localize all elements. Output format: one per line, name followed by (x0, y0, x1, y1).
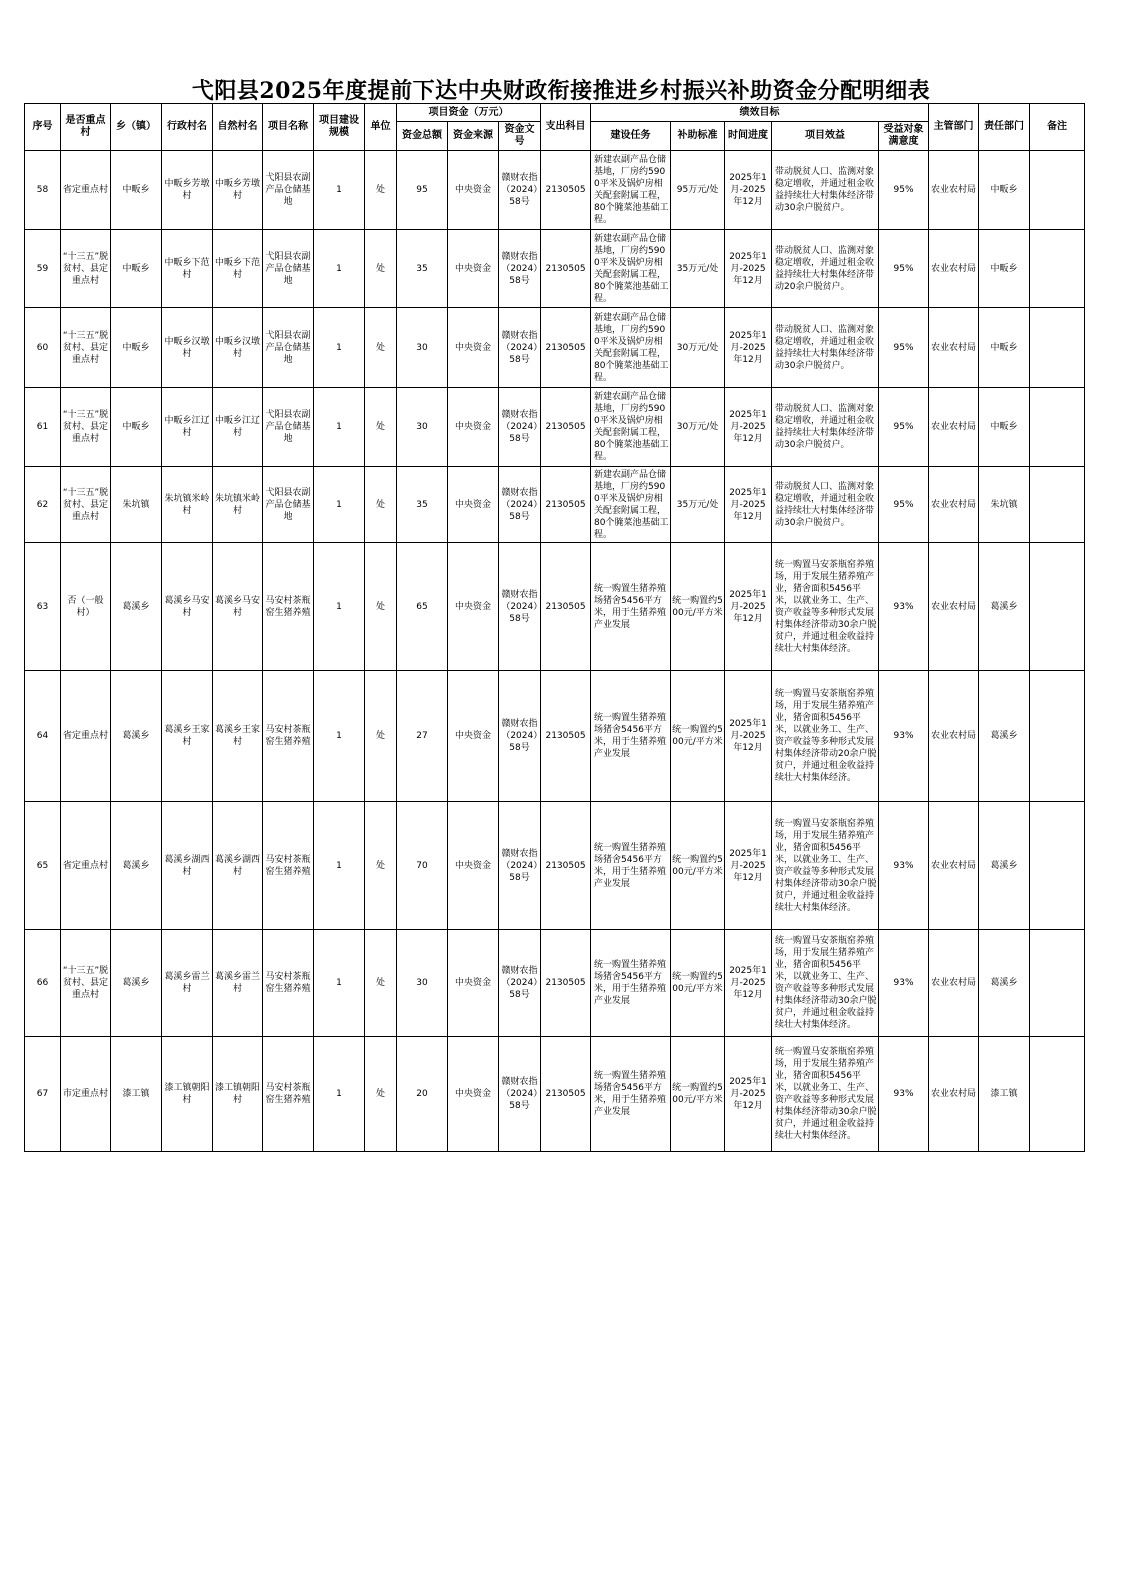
cell-scale: 1 (314, 467, 365, 543)
cell-expense-subject: 2130505 (541, 388, 591, 467)
cell-funds-source: 中央资金 (448, 151, 499, 230)
cell-unit: 处 (365, 308, 397, 388)
cell-project-name: 马安村茶瓶窑生猪养殖 (263, 1037, 314, 1152)
cell-task: 新建农副产品仓储基地，厂房约5900平米及锅炉房相关配套附属工程，80个腌菜池基础工程。 (591, 151, 671, 230)
cell-satisfaction: 93% (879, 930, 929, 1037)
cell-dept-resp: 中畈乡 (979, 308, 1030, 388)
cell-key-village: “十三五”脱贫村、县定重点村 (61, 308, 111, 388)
cell-schedule: 2025年1月-2025年12月 (725, 930, 772, 1037)
cell-remark (1030, 543, 1085, 671)
cell-natural-village: 中畈乡下范村 (213, 230, 263, 308)
cell-key-village: 省定重点村 (61, 151, 111, 230)
cell-unit: 处 (365, 930, 397, 1037)
cell-key-village: “十三五”脱贫村、县定重点村 (61, 230, 111, 308)
cell-scale: 1 (314, 671, 365, 802)
cell-project-name: 马安村茶瓶窑生猪养殖 (263, 930, 314, 1037)
cell-schedule: 2025年1月-2025年12月 (725, 1037, 772, 1152)
cell-funds-total: 20 (397, 1037, 448, 1152)
cell-key-village: 市定重点村 (61, 1037, 111, 1152)
header-funds-source: 资金来源 (448, 122, 499, 151)
cell-key-village: “十三五”脱贫村、县定重点村 (61, 467, 111, 543)
cell-dept-main: 农业农村局 (929, 308, 979, 388)
cell-task: 统一购置生猪养殖场猪舍5456平方米，用于生猪养殖产业发展 (591, 802, 671, 930)
cell-admin-village: 葛溪乡雷兰村 (162, 930, 213, 1037)
header-task: 建设任务 (591, 122, 671, 151)
cell-funds-total: 30 (397, 308, 448, 388)
header-natural-village: 自然村名 (213, 104, 263, 151)
cell-schedule: 2025年1月-2025年12月 (725, 230, 772, 308)
cell-admin-village: 朱坑镇米岭村 (162, 467, 213, 543)
cell-funds-doc: 赣财农指（2024）58号 (499, 1037, 541, 1152)
cell-dept-resp: 中畈乡 (979, 230, 1030, 308)
cell-dept-main: 农业农村局 (929, 802, 979, 930)
cell-task: 新建农副产品仓储基地，厂房约5900平米及锅炉房相关配套附属工程，80个腌菜池基础工程。 (591, 230, 671, 308)
cell-funds-total: 30 (397, 388, 448, 467)
cell-unit: 处 (365, 388, 397, 467)
cell-project-name: 弋阳县农副产品仓储基地 (263, 308, 314, 388)
cell-task: 新建农副产品仓储基地，厂房约5900平米及锅炉房相关配套附属工程，80个腌菜池基础工程。 (591, 308, 671, 388)
cell-project-name: 马安村茶瓶窑生猪养殖 (263, 671, 314, 802)
cell-standard: 统一购置约500元/平方米 (671, 671, 725, 802)
cell-standard: 35万元/处 (671, 230, 725, 308)
cell-funds-source: 中央资金 (448, 930, 499, 1037)
cell-dept-main: 农业农村局 (929, 388, 979, 467)
cell-benefit: 统一购置马安茶瓶窑养殖场，用于发展生猪养殖产业，猪舍面积5456平米，以就业务工、生产、资产收益等多种形式发展村集体经济带动30余户脱贫户，并通过租金收益持续壮大村集体经济。 (772, 802, 879, 930)
cell-benefit: 带动脱贫人口、监测对象稳定增收，并通过租金收益持续壮大村集体经济带动30余户脱贫户。 (772, 388, 879, 467)
cell-standard: 统一购置约500元/平方米 (671, 930, 725, 1037)
cell-satisfaction: 93% (879, 671, 929, 802)
cell-remark (1030, 467, 1085, 543)
cell-funds-doc: 赣财农指（2024）58号 (499, 151, 541, 230)
cell-remark (1030, 308, 1085, 388)
cell-funds-source: 中央资金 (448, 671, 499, 802)
table-row (25, 308, 1085, 388)
cell-expense-subject: 2130505 (541, 467, 591, 543)
cell-admin-village: 葛溪乡湖西村 (162, 802, 213, 930)
cell-remark (1030, 230, 1085, 308)
cell-project-name: 弋阳县农副产品仓储基地 (263, 151, 314, 230)
cell-benefit: 统一购置马安茶瓶窑养殖场，用于发展生猪养殖产业，猪舍面积5456平米，以就业务工、生产、资产收益等多种形式发展村集体经济带动30余户脱贫户，并通过租金收益持续壮大村集体经济。 (772, 543, 879, 671)
cell-task: 统一购置生猪养殖场猪舍5456平方米，用于生猪养殖产业发展 (591, 930, 671, 1037)
header-township: 乡（镇） (111, 104, 162, 151)
cell-task: 统一购置生猪养殖场猪舍5456平方米，用于生猪养殖产业发展 (591, 1037, 671, 1152)
cell-dept-main: 农业农村局 (929, 230, 979, 308)
table-row (25, 467, 1085, 543)
cell-task: 新建农副产品仓储基地，厂房约5900平米及锅炉房相关配套附属工程，80个腌菜池基础工程。 (591, 388, 671, 467)
cell-benefit: 带动脱贫人口、监测对象稳定增收，并通过租金收益持续壮大村集体经济带动30余户脱贫户。 (772, 467, 879, 543)
header-funds-group: 项目资金（万元） (397, 104, 541, 122)
cell-seq: 61 (25, 388, 61, 467)
table-body (25, 151, 1085, 1152)
cell-standard: 统一购置约500元/平方米 (671, 802, 725, 930)
cell-project-name: 弋阳县农副产品仓储基地 (263, 230, 314, 308)
cell-satisfaction: 95% (879, 230, 929, 308)
cell-project-name: 马安村茶瓶窑生猪养殖 (263, 543, 314, 671)
cell-seq: 67 (25, 1037, 61, 1152)
cell-remark (1030, 671, 1085, 802)
cell-key-village: 省定重点村 (61, 802, 111, 930)
cell-township: 中畈乡 (111, 230, 162, 308)
cell-township: 葛溪乡 (111, 802, 162, 930)
allocation-table (24, 103, 1085, 1152)
cell-expense-subject: 2130505 (541, 671, 591, 802)
cell-funds-source: 中央资金 (448, 1037, 499, 1152)
cell-funds-total: 70 (397, 802, 448, 930)
cell-key-village: “十三五”脱贫村、县定重点村 (61, 930, 111, 1037)
cell-scale: 1 (314, 308, 365, 388)
cell-unit: 处 (365, 543, 397, 671)
cell-project-name: 弋阳县农副产品仓储基地 (263, 388, 314, 467)
cell-funds-source: 中央资金 (448, 308, 499, 388)
cell-scale: 1 (314, 802, 365, 930)
cell-remark (1030, 930, 1085, 1037)
table-row (25, 930, 1085, 1037)
header-satisfaction: 受益对象满意度 (879, 122, 929, 151)
cell-dept-resp: 朱坑镇 (979, 467, 1030, 543)
cell-funds-source: 中央资金 (448, 802, 499, 930)
header-unit: 单位 (365, 104, 397, 151)
cell-expense-subject: 2130505 (541, 1037, 591, 1152)
cell-scale: 1 (314, 543, 365, 671)
cell-dept-resp: 中畈乡 (979, 388, 1030, 467)
cell-standard: 统一购置约500元/平方米 (671, 543, 725, 671)
cell-dept-main: 农业农村局 (929, 1037, 979, 1152)
cell-natural-village: 葛溪乡王家村 (213, 671, 263, 802)
cell-dept-main: 农业农村局 (929, 930, 979, 1037)
cell-key-village: 省定重点村 (61, 671, 111, 802)
cell-admin-village: 漆工镇朝阳村 (162, 1037, 213, 1152)
cell-satisfaction: 95% (879, 151, 929, 230)
cell-natural-village: 朱坑镇米岭村 (213, 467, 263, 543)
header-standard: 补助标准 (671, 122, 725, 151)
cell-unit: 处 (365, 671, 397, 802)
table-row (25, 388, 1085, 467)
cell-remark (1030, 388, 1085, 467)
header-benefit: 项目效益 (772, 122, 879, 151)
cell-funds-doc: 赣财农指（2024）58号 (499, 543, 541, 671)
header-dept-resp: 责任部门 (979, 104, 1030, 151)
table-header (25, 104, 1085, 151)
header-project-name: 项目名称 (263, 104, 314, 151)
cell-natural-village: 中畈乡江辽村 (213, 388, 263, 467)
cell-dept-resp: 葛溪乡 (979, 543, 1030, 671)
cell-scale: 1 (314, 930, 365, 1037)
cell-benefit: 带动脱贫人口、监测对象稳定增收，并通过租金收益持续壮大村集体经济带动20余户脱贫户。 (772, 230, 879, 308)
cell-funds-total: 65 (397, 543, 448, 671)
cell-standard: 35万元/处 (671, 467, 725, 543)
header-performance-group: 绩效目标 (591, 104, 929, 122)
cell-funds-source: 中央资金 (448, 230, 499, 308)
cell-task: 统一购置生猪养殖场猪舍5456平方米，用于生猪养殖产业发展 (591, 671, 671, 802)
cell-natural-village: 漆工镇朝阳村 (213, 1037, 263, 1152)
table-row (25, 543, 1085, 671)
cell-remark (1030, 802, 1085, 930)
cell-satisfaction: 95% (879, 308, 929, 388)
cell-task: 新建农副产品仓储基地，厂房约5900平米及锅炉房相关配套附属工程，80个腌菜池基础工程。 (591, 467, 671, 543)
cell-admin-village: 中畈乡汉墩村 (162, 308, 213, 388)
cell-dept-resp: 葛溪乡 (979, 930, 1030, 1037)
cell-remark (1030, 1037, 1085, 1152)
cell-admin-village: 中畈乡芳墩村 (162, 151, 213, 230)
cell-benefit: 统一购置马安茶瓶窑养殖场，用于发展生猪养殖产业，猪舍面积5456平米，以就业务工、生产、资产收益等多种形式发展村集体经济带动30余户脱贫户，并通过租金收益持续壮大村集体经济。 (772, 930, 879, 1037)
table-row (25, 1037, 1085, 1152)
cell-key-village: “十三五”脱贫村、县定重点村 (61, 388, 111, 467)
cell-unit: 处 (365, 802, 397, 930)
cell-township: 葛溪乡 (111, 543, 162, 671)
cell-dept-resp: 葛溪乡 (979, 671, 1030, 802)
cell-funds-doc: 赣财农指（2024）58号 (499, 671, 541, 802)
cell-benefit: 带动脱贫人口、监测对象稳定增收，并通过租金收益持续壮大村集体经济带动30余户脱贫户。 (772, 151, 879, 230)
cell-seq: 63 (25, 543, 61, 671)
cell-unit: 处 (365, 230, 397, 308)
cell-key-village: 否（一般村） (61, 543, 111, 671)
cell-admin-village: 中畈乡江辽村 (162, 388, 213, 467)
table-row (25, 151, 1085, 230)
cell-funds-doc: 赣财农指（2024）58号 (499, 230, 541, 308)
cell-project-name: 马安村茶瓶窑生猪养殖 (263, 802, 314, 930)
cell-scale: 1 (314, 151, 365, 230)
cell-funds-source: 中央资金 (448, 467, 499, 543)
header-key-village: 是否重点村 (61, 104, 111, 151)
cell-township: 中畈乡 (111, 308, 162, 388)
cell-township: 漆工镇 (111, 1037, 162, 1152)
cell-township: 朱坑镇 (111, 467, 162, 543)
header-scale: 项目建设规模 (314, 104, 365, 151)
cell-admin-village: 中畈乡下范村 (162, 230, 213, 308)
cell-schedule: 2025年1月-2025年12月 (725, 543, 772, 671)
cell-expense-subject: 2130505 (541, 230, 591, 308)
table-row (25, 671, 1085, 802)
cell-seq: 65 (25, 802, 61, 930)
cell-natural-village: 葛溪乡马安村 (213, 543, 263, 671)
header-seq: 序号 (25, 104, 61, 151)
cell-funds-source: 中央资金 (448, 543, 499, 671)
cell-unit: 处 (365, 1037, 397, 1152)
cell-standard: 统一购置约500元/平方米 (671, 1037, 725, 1152)
cell-seq: 59 (25, 230, 61, 308)
cell-scale: 1 (314, 230, 365, 308)
page-title: 弋阳县2025年度提前下达中央财政衔接推进乡村振兴补助资金分配明细表 (191, 78, 931, 104)
cell-expense-subject: 2130505 (541, 802, 591, 930)
cell-dept-main: 农业农村局 (929, 543, 979, 671)
cell-satisfaction: 93% (879, 543, 929, 671)
cell-satisfaction: 93% (879, 1037, 929, 1152)
cell-task: 统一购置生猪养殖场猪舍5456平方米，用于生猪养殖产业发展 (591, 543, 671, 671)
cell-schedule: 2025年1月-2025年12月 (725, 151, 772, 230)
cell-schedule: 2025年1月-2025年12月 (725, 671, 772, 802)
cell-funds-doc: 赣财农指（2024）58号 (499, 308, 541, 388)
header-admin-village: 行政村名 (162, 104, 213, 151)
cell-seq: 60 (25, 308, 61, 388)
cell-township: 葛溪乡 (111, 930, 162, 1037)
cell-standard: 30万元/处 (671, 308, 725, 388)
cell-natural-village: 葛溪乡湖西村 (213, 802, 263, 930)
cell-benefit: 统一购置马安茶瓶窑养殖场，用于发展生猪养殖产业，猪舍面积5456平米，以就业务工、生产、资产收益等多种形式发展村集体经济带动20余户脱贫户，并通过租金收益持续壮大村集体经济。 (772, 671, 879, 802)
cell-seq: 58 (25, 151, 61, 230)
header-schedule: 时间进度 (725, 122, 772, 151)
cell-township: 中畈乡 (111, 388, 162, 467)
cell-funds-doc: 赣财农指（2024）58号 (499, 930, 541, 1037)
cell-seq: 64 (25, 671, 61, 802)
cell-remark (1030, 151, 1085, 230)
cell-township: 葛溪乡 (111, 671, 162, 802)
cell-satisfaction: 93% (879, 802, 929, 930)
cell-benefit: 带动脱贫人口、监测对象稳定增收，并通过租金收益持续壮大村集体经济带动30余户脱贫户。 (772, 308, 879, 388)
cell-expense-subject: 2130505 (541, 543, 591, 671)
cell-unit: 处 (365, 151, 397, 230)
cell-schedule: 2025年1月-2025年12月 (725, 802, 772, 930)
cell-schedule: 2025年1月-2025年12月 (725, 308, 772, 388)
cell-dept-resp: 葛溪乡 (979, 802, 1030, 930)
cell-funds-total: 35 (397, 230, 448, 308)
cell-funds-source: 中央资金 (448, 388, 499, 467)
cell-expense-subject: 2130505 (541, 308, 591, 388)
cell-schedule: 2025年1月-2025年12月 (725, 388, 772, 467)
cell-seq: 66 (25, 930, 61, 1037)
header-funds-total: 资金总额 (397, 122, 448, 151)
cell-scale: 1 (314, 1037, 365, 1152)
cell-expense-subject: 2130505 (541, 930, 591, 1037)
cell-funds-doc: 赣财农指（2024）58号 (499, 467, 541, 543)
header-funds-doc: 资金文号 (499, 122, 541, 151)
cell-township: 中畈乡 (111, 151, 162, 230)
cell-schedule: 2025年1月-2025年12月 (725, 467, 772, 543)
cell-satisfaction: 95% (879, 388, 929, 467)
header-dept-main: 主管部门 (929, 104, 979, 151)
cell-funds-doc: 赣财农指（2024）58号 (499, 388, 541, 467)
cell-funds-total: 95 (397, 151, 448, 230)
cell-satisfaction: 95% (879, 467, 929, 543)
cell-standard: 95万元/处 (671, 151, 725, 230)
cell-funds-doc: 赣财农指（2024）58号 (499, 802, 541, 930)
cell-funds-total: 35 (397, 467, 448, 543)
cell-dept-resp: 漆工镇 (979, 1037, 1030, 1152)
cell-funds-total: 27 (397, 671, 448, 802)
cell-natural-village: 中畈乡汉墩村 (213, 308, 263, 388)
cell-admin-village: 葛溪乡马安村 (162, 543, 213, 671)
cell-natural-village: 中畈乡芳墩村 (213, 151, 263, 230)
cell-scale: 1 (314, 388, 365, 467)
cell-dept-main: 农业农村局 (929, 671, 979, 802)
cell-natural-village: 葛溪乡雷兰村 (213, 930, 263, 1037)
table-row (25, 230, 1085, 308)
cell-benefit: 统一购置马安茶瓶窑养殖场，用于发展生猪养殖产业，猪舍面积5456平米，以就业务工、生产、资产收益等多种形式发展村集体经济带动30余户脱贫户，并通过租金收益持续壮大村集体经济。 (772, 1037, 879, 1152)
cell-dept-resp: 中畈乡 (979, 151, 1030, 230)
header-expense-subject: 支出科目 (541, 104, 591, 151)
cell-unit: 处 (365, 467, 397, 543)
cell-standard: 30万元/处 (671, 388, 725, 467)
cell-expense-subject: 2130505 (541, 151, 591, 230)
cell-project-name: 弋阳县农副产品仓储基地 (263, 467, 314, 543)
cell-funds-total: 30 (397, 930, 448, 1037)
cell-dept-main: 农业农村局 (929, 467, 979, 543)
cell-admin-village: 葛溪乡王家村 (162, 671, 213, 802)
header-remark: 备注 (1030, 104, 1085, 151)
table-row (25, 802, 1085, 930)
cell-dept-main: 农业农村局 (929, 151, 979, 230)
cell-seq: 62 (25, 467, 61, 543)
